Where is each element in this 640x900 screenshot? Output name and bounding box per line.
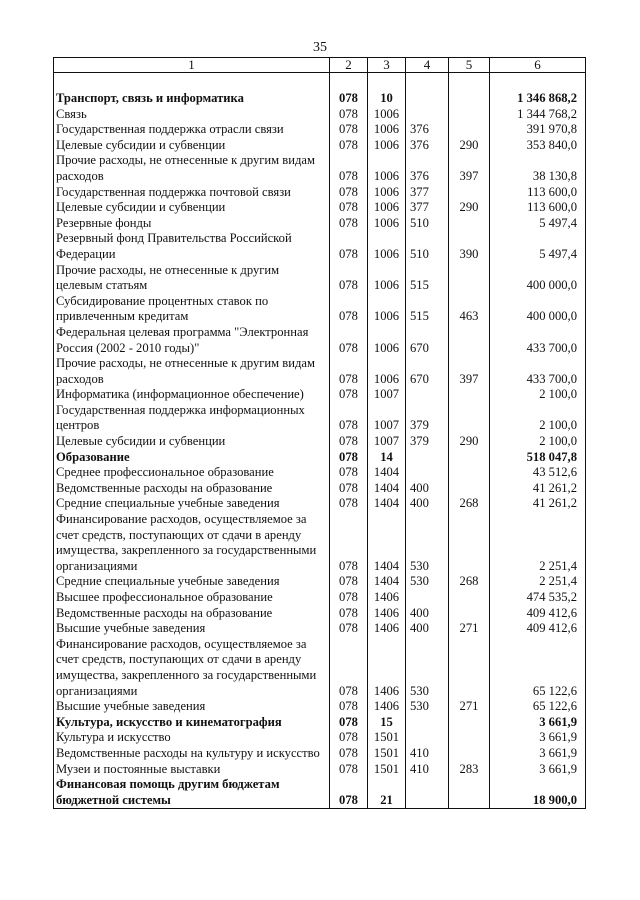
- table-row: [54, 387, 586, 403]
- row-ministry-code: 078: [330, 496, 368, 512]
- row-amount: 400 000,0: [490, 263, 586, 294]
- table-row: [54, 231, 586, 262]
- table-row: [54, 356, 586, 387]
- row-amount: 1 344 768,2: [490, 107, 586, 123]
- table-row: [54, 606, 586, 622]
- table-row: [54, 403, 586, 434]
- row-target-code: 376: [406, 153, 449, 184]
- row-section-code: 1007: [368, 434, 406, 450]
- table-row: [54, 777, 586, 809]
- row-section-code: 1501: [368, 746, 406, 762]
- row-name: Музеи и постоянные выставки: [54, 762, 330, 778]
- row-target-code: [406, 715, 449, 731]
- row-section-code: 1501: [368, 762, 406, 778]
- row-amount: 38 130,8: [490, 153, 586, 184]
- row-expense-code: [449, 606, 490, 622]
- table-row: [54, 200, 586, 216]
- row-section-code: 1404: [368, 574, 406, 590]
- table-row: [54, 107, 586, 123]
- row-amount: 2 100,0: [490, 434, 586, 450]
- row-expense-code: [449, 403, 490, 434]
- row-section-code: 1006: [368, 122, 406, 138]
- row-expense-code: 290: [449, 434, 490, 450]
- row-target-code: [406, 590, 449, 606]
- row-ministry-code: 078: [330, 699, 368, 715]
- row-ministry-code: 078: [330, 107, 368, 123]
- row-target-code: 530: [406, 574, 449, 590]
- row-amount: 2 100,0: [490, 403, 586, 434]
- row-ministry-code: 078: [330, 715, 368, 731]
- row-section-code: 1006: [368, 216, 406, 232]
- row-target-code: [406, 777, 449, 809]
- row-target-code: 530: [406, 699, 449, 715]
- row-name: Финансирование расходов, осуществляемое за счет средств, поступающих от сдачи в аренду имущества, закрепленного за государственными организациями: [54, 512, 330, 574]
- row-ministry-code: 078: [330, 122, 368, 138]
- row-amount: 18 900,0: [490, 777, 586, 809]
- column-header-2: 2: [330, 58, 368, 73]
- row-section-code: 1006: [368, 200, 406, 216]
- row-name: Высшие учебные заведения: [54, 699, 330, 715]
- row-expense-code: [449, 263, 490, 294]
- row-target-code: 510: [406, 216, 449, 232]
- row-expense-code: 397: [449, 356, 490, 387]
- page-number: 35: [313, 40, 327, 55]
- row-section-code: 1006: [368, 107, 406, 123]
- column-header-5: 5: [449, 58, 490, 73]
- row-ministry-code: 078: [330, 138, 368, 154]
- row-section-code: 1007: [368, 387, 406, 403]
- row-target-code: 530: [406, 512, 449, 574]
- row-expense-code: 290: [449, 200, 490, 216]
- row-expense-code: 271: [449, 621, 490, 637]
- row-section-code: 1406: [368, 606, 406, 622]
- spacer-cell: [368, 73, 406, 92]
- row-expense-code: 290: [449, 138, 490, 154]
- row-name: Резервные фонды: [54, 216, 330, 232]
- row-section-code: 15: [368, 715, 406, 731]
- row-ministry-code: 078: [330, 746, 368, 762]
- row-ministry-code: 078: [330, 216, 368, 232]
- row-target-code: 410: [406, 746, 449, 762]
- row-expense-code: 397: [449, 153, 490, 184]
- row-expense-code: [449, 450, 490, 466]
- row-expense-code: [449, 325, 490, 356]
- row-amount: 409 412,6: [490, 621, 586, 637]
- row-section-code: 1406: [368, 699, 406, 715]
- row-section-code: 1007: [368, 403, 406, 434]
- table-row: [54, 122, 586, 138]
- row-amount: 41 261,2: [490, 481, 586, 497]
- spacer-cell: [54, 73, 330, 92]
- row-expense-code: [449, 387, 490, 403]
- row-name: Резервный фонд Правительства Российской Федерации: [54, 231, 330, 262]
- column-header-6: 6: [490, 58, 586, 73]
- table-row: [54, 481, 586, 497]
- row-ministry-code: 078: [330, 403, 368, 434]
- row-name: Прочие расходы, не отнесенные к другим целевым статьям: [54, 263, 330, 294]
- row-ministry-code: 078: [330, 91, 368, 107]
- row-name: Ведомственные расходы на образование: [54, 481, 330, 497]
- row-expense-code: 268: [449, 574, 490, 590]
- table-row: [54, 621, 586, 637]
- row-target-code: 376: [406, 122, 449, 138]
- column-header-3: 3: [368, 58, 406, 73]
- row-expense-code: [449, 185, 490, 201]
- row-ministry-code: 078: [330, 434, 368, 450]
- row-ministry-code: 078: [330, 621, 368, 637]
- row-ministry-code: 078: [330, 465, 368, 481]
- row-expense-code: [449, 216, 490, 232]
- table-row: [54, 590, 586, 606]
- row-amount: 2 100,0: [490, 387, 586, 403]
- row-name: Государственная поддержка информационных центров: [54, 403, 330, 434]
- row-section-code: 1006: [368, 294, 406, 325]
- row-name: Ведомственные расходы на культуру и искусство: [54, 746, 330, 762]
- row-target-code: 400: [406, 621, 449, 637]
- row-section-code: 1006: [368, 185, 406, 201]
- row-amount: 474 535,2: [490, 590, 586, 606]
- row-ministry-code: 078: [330, 762, 368, 778]
- row-name: Прочие расходы, не отнесенные к другим видам расходов: [54, 153, 330, 184]
- row-amount: 433 700,0: [490, 356, 586, 387]
- row-amount: 3 661,9: [490, 762, 586, 778]
- table-row: [54, 91, 586, 107]
- spacer-cell: [406, 73, 449, 92]
- row-section-code: 1404: [368, 496, 406, 512]
- row-ministry-code: 078: [330, 777, 368, 809]
- row-amount: 5 497,4: [490, 231, 586, 262]
- table-row: [54, 138, 586, 154]
- row-ministry-code: 078: [330, 153, 368, 184]
- row-expense-code: [449, 465, 490, 481]
- column-header-1: 1: [54, 58, 330, 73]
- table-row: [54, 216, 586, 232]
- row-ministry-code: 078: [330, 637, 368, 699]
- row-target-code: 515: [406, 294, 449, 325]
- row-section-code: 1006: [368, 231, 406, 262]
- row-amount: 113 600,0: [490, 200, 586, 216]
- spacer-cell: [449, 73, 490, 92]
- row-ministry-code: 078: [330, 512, 368, 574]
- table-row: [54, 465, 586, 481]
- row-expense-code: [449, 107, 490, 123]
- row-target-code: 379: [406, 434, 449, 450]
- row-name: Субсидирование процентных ставок по привлеченным кредитам: [54, 294, 330, 325]
- row-amount: 400 000,0: [490, 294, 586, 325]
- spacer-cell: [330, 73, 368, 92]
- row-name: Средние специальные учебные заведения: [54, 574, 330, 590]
- column-header-4: 4: [406, 58, 449, 73]
- row-name: Федеральная целевая программа "Электронная Россия (2002 - 2010 годы)": [54, 325, 330, 356]
- row-section-code: 14: [368, 450, 406, 466]
- row-section-code: 1006: [368, 263, 406, 294]
- row-name: Государственная поддержка почтовой связи: [54, 185, 330, 201]
- row-expense-code: [449, 637, 490, 699]
- table-row: [54, 450, 586, 466]
- row-target-code: 376: [406, 138, 449, 154]
- row-amount: 1 346 868,2: [490, 91, 586, 107]
- row-ministry-code: 078: [330, 200, 368, 216]
- row-ministry-code: 078: [330, 231, 368, 262]
- row-target-code: 670: [406, 325, 449, 356]
- row-ministry-code: 078: [330, 450, 368, 466]
- row-name: Культура, искусство и кинематография: [54, 715, 330, 731]
- row-section-code: 1006: [368, 356, 406, 387]
- row-ministry-code: 078: [330, 263, 368, 294]
- row-expense-code: 390: [449, 231, 490, 262]
- row-name: Средние специальные учебные заведения: [54, 496, 330, 512]
- row-section-code: 1404: [368, 465, 406, 481]
- row-target-code: 410: [406, 762, 449, 778]
- row-name: Целевые субсидии и субвенции: [54, 434, 330, 450]
- row-expense-code: [449, 512, 490, 574]
- row-name: Целевые субсидии и субвенции: [54, 138, 330, 154]
- row-expense-code: [449, 730, 490, 746]
- row-amount: 5 497,4: [490, 216, 586, 232]
- row-amount: 3 661,9: [490, 746, 586, 762]
- row-section-code: 1006: [368, 153, 406, 184]
- row-amount: 391 970,8: [490, 122, 586, 138]
- row-name: Государственная поддержка отрасли связи: [54, 122, 330, 138]
- row-amount: 2 251,4: [490, 574, 586, 590]
- row-name: Финансовая помощь другим бюджетам бюджетной системы: [54, 777, 330, 809]
- row-name: Транспорт, связь и информатика: [54, 91, 330, 107]
- row-target-code: 510: [406, 231, 449, 262]
- budget-table: [53, 57, 586, 809]
- row-target-code: 670: [406, 356, 449, 387]
- row-expense-code: [449, 122, 490, 138]
- row-ministry-code: 078: [330, 387, 368, 403]
- row-ministry-code: 078: [330, 356, 368, 387]
- row-expense-code: [449, 777, 490, 809]
- row-target-code: 515: [406, 263, 449, 294]
- row-section-code: 1006: [368, 138, 406, 154]
- row-ministry-code: 078: [330, 185, 368, 201]
- row-name: Образование: [54, 450, 330, 466]
- row-amount: 3 661,9: [490, 730, 586, 746]
- row-section-code: 1406: [368, 590, 406, 606]
- row-target-code: [406, 450, 449, 466]
- row-section-code: 1406: [368, 621, 406, 637]
- table-row: [54, 730, 586, 746]
- row-section-code: 10: [368, 91, 406, 107]
- row-target-code: 377: [406, 185, 449, 201]
- table-row: [54, 574, 586, 590]
- table-row: [54, 434, 586, 450]
- row-name: Культура и искусство: [54, 730, 330, 746]
- table-row: [54, 263, 586, 294]
- row-target-code: 530: [406, 637, 449, 699]
- row-expense-code: 268: [449, 496, 490, 512]
- row-target-code: 400: [406, 496, 449, 512]
- row-amount: 65 122,6: [490, 637, 586, 699]
- row-name: Финансирование расходов, осуществляемое за счет средств, поступающих от сдачи в аренду имущества, закрепленного за государственными организациями: [54, 637, 330, 699]
- row-expense-code: 463: [449, 294, 490, 325]
- row-name: Целевые субсидии и субвенции: [54, 200, 330, 216]
- table-row: [54, 762, 586, 778]
- row-target-code: [406, 465, 449, 481]
- row-target-code: 400: [406, 481, 449, 497]
- row-ministry-code: 078: [330, 574, 368, 590]
- row-expense-code: 283: [449, 762, 490, 778]
- row-amount: 518 047,8: [490, 450, 586, 466]
- row-expense-code: [449, 746, 490, 762]
- row-section-code: 1406: [368, 637, 406, 699]
- row-section-code: 1006: [368, 325, 406, 356]
- table-row: [54, 153, 586, 184]
- row-expense-code: [449, 715, 490, 731]
- table-row: [54, 715, 586, 731]
- column-number-header-row: [54, 58, 586, 73]
- row-amount: 3 661,9: [490, 715, 586, 731]
- table-row: [54, 496, 586, 512]
- row-amount: 65 122,6: [490, 699, 586, 715]
- row-amount: 409 412,6: [490, 606, 586, 622]
- row-ministry-code: 078: [330, 606, 368, 622]
- table-row: [54, 294, 586, 325]
- row-name: Связь: [54, 107, 330, 123]
- row-target-code: [406, 107, 449, 123]
- row-amount: 2 251,4: [490, 512, 586, 574]
- row-ministry-code: 078: [330, 481, 368, 497]
- table-row: [54, 746, 586, 762]
- table-row: [54, 512, 586, 574]
- row-expense-code: 271: [449, 699, 490, 715]
- row-target-code: [406, 91, 449, 107]
- row-expense-code: [449, 590, 490, 606]
- row-name: Ведомственные расходы на образование: [54, 606, 330, 622]
- table-row: [54, 325, 586, 356]
- row-name: Высшее профессиональное образование: [54, 590, 330, 606]
- row-target-code: 400: [406, 606, 449, 622]
- row-name: Высшие учебные заведения: [54, 621, 330, 637]
- row-amount: 43 512,6: [490, 465, 586, 481]
- row-expense-code: [449, 481, 490, 497]
- row-section-code: 1404: [368, 481, 406, 497]
- spacer-row: [54, 73, 586, 92]
- row-ministry-code: 078: [330, 294, 368, 325]
- row-ministry-code: 078: [330, 325, 368, 356]
- row-target-code: 377: [406, 200, 449, 216]
- row-name: Среднее профессиональное образование: [54, 465, 330, 481]
- row-amount: 41 261,2: [490, 496, 586, 512]
- row-target-code: [406, 730, 449, 746]
- row-target-code: [406, 387, 449, 403]
- row-ministry-code: 078: [330, 590, 368, 606]
- row-target-code: 379: [406, 403, 449, 434]
- table-row: [54, 699, 586, 715]
- row-ministry-code: 078: [330, 730, 368, 746]
- row-expense-code: [449, 91, 490, 107]
- row-amount: 113 600,0: [490, 185, 586, 201]
- table-row: [54, 185, 586, 201]
- row-section-code: 1404: [368, 512, 406, 574]
- row-section-code: 21: [368, 777, 406, 809]
- row-section-code: 1501: [368, 730, 406, 746]
- spacer-cell: [490, 73, 586, 92]
- table-row: [54, 637, 586, 699]
- row-name: Информатика (информационное обеспечение): [54, 387, 330, 403]
- row-name: Прочие расходы, не отнесенные к другим видам расходов: [54, 356, 330, 387]
- row-amount: 353 840,0: [490, 138, 586, 154]
- row-amount: 433 700,0: [490, 325, 586, 356]
